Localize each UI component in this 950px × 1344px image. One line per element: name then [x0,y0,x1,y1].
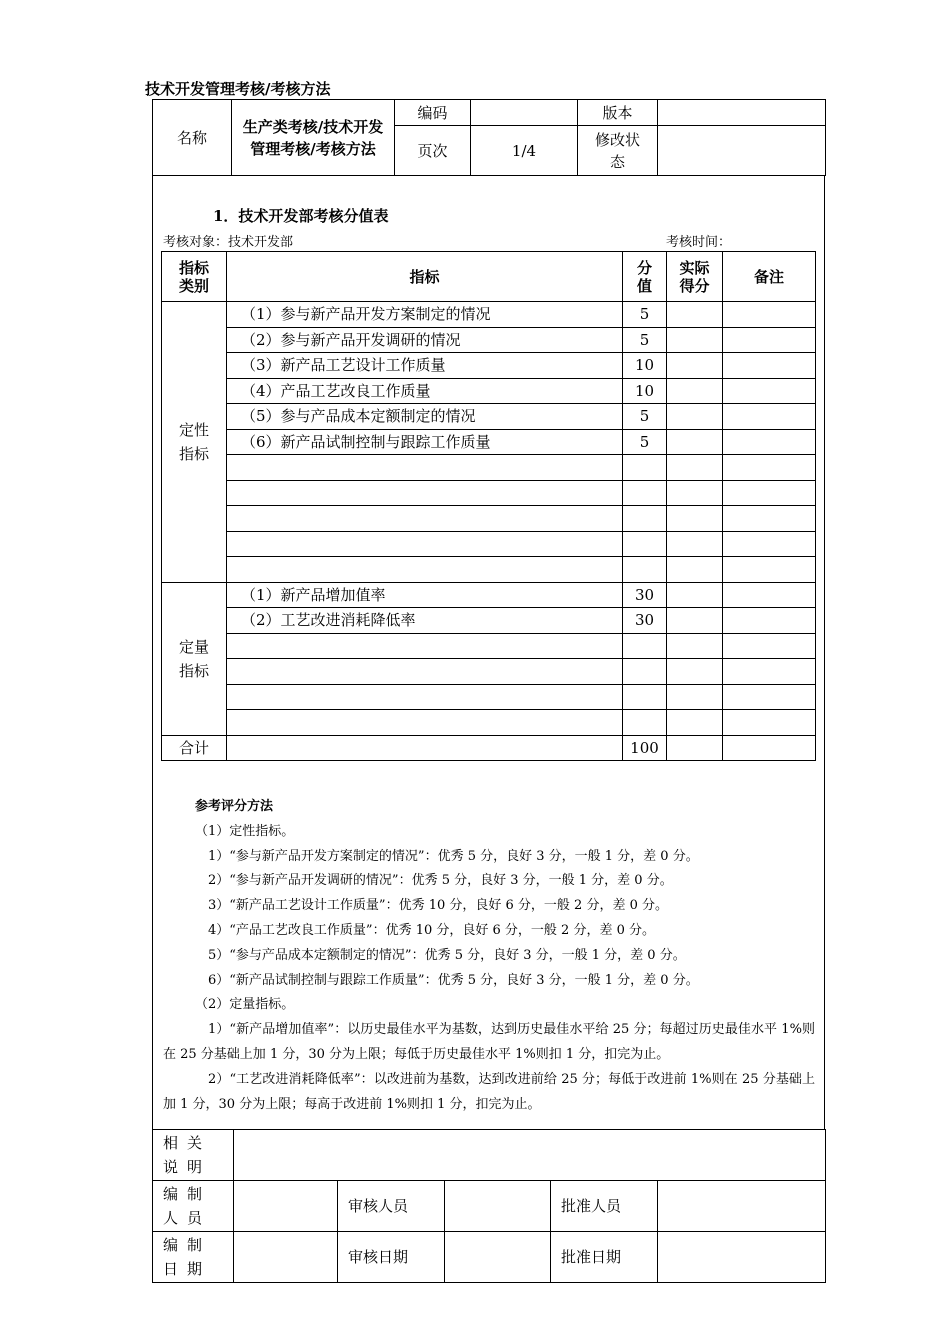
total-label: 合计 [162,735,227,761]
empty-row [162,506,816,532]
editor-label: 编制人员 [153,1181,234,1232]
indicator-score: 30 [623,582,667,608]
indicator-name: （2）参与新产品开发调研的情况 [227,327,623,353]
empty-row [162,710,816,736]
method-item: 4）“产品工艺改良工作质量”：优秀 10 分，良好 6 分，一般 2 分，差 0 分。 [208,922,655,938]
version-label: 版本 [578,100,658,126]
col-score: 分值 [623,252,667,302]
total-value: 100 [623,735,667,761]
reviewer-value[interactable] [445,1181,551,1232]
review-date-label: 审核日期 [338,1232,445,1283]
table-row [162,353,816,379]
table-row [162,404,816,430]
scoring-method [163,795,815,1117]
actual-score-cell[interactable] [667,404,723,430]
indicator-score: 5 [623,429,667,455]
header-table [152,99,826,176]
remark-cell[interactable] [723,353,816,379]
empty-row [162,480,816,506]
actual-score-cell[interactable] [667,327,723,353]
indicator-name: （3）新产品工艺设计工作质量 [227,353,623,379]
qualitative-category: 定性指标 [162,302,227,583]
method-title: 参考评分方法 [195,799,274,814]
method-item: 5）“参与产品成本定额制定的情况”：优秀 5 分，良好 3 分，一般 1 分，差 0 分。 [208,947,686,963]
indicator-score: 5 [623,404,667,430]
table-row [162,608,816,634]
method-paragraph: 1）“新产品增加值率”：以历史最佳水平为基数，达到历史最佳水平给 25 分；每超过历史最佳水平 1%则在 25 分基础上加 1 分，30 分为上限；每低于历史最佳水平 1%则扣 1 分，扣完为止。 [163,1022,815,1062]
qualitative-heading: （1）定性指标。 [195,823,295,839]
actual-score-cell[interactable] [667,608,723,634]
document-title: 技术开发管理考核/考核方法 [145,80,331,98]
empty-row [162,684,816,710]
name-label: 名称 [153,100,232,176]
actual-score-cell[interactable] [667,582,723,608]
revision-label: 修改状态 [578,126,658,176]
code-value [471,100,578,126]
indicator-score: 10 [623,378,667,404]
table-row [162,378,816,404]
actual-score-cell[interactable] [667,378,723,404]
page-value: 1/4 [471,126,578,176]
edit-date-label: 编制日期 [153,1232,234,1283]
related-value[interactable] [234,1130,826,1181]
table-header-row [162,252,816,302]
empty-row [162,557,816,583]
total-row [162,735,816,761]
remark-cell[interactable] [723,302,816,328]
col-remark: 备注 [723,252,816,302]
approver-value[interactable] [658,1181,826,1232]
indicator-name: （1）参与新产品开发方案制定的情况 [227,302,623,328]
remark-cell[interactable] [723,378,816,404]
indicator-score: 10 [623,353,667,379]
assessment-target: 考核对象：技术开发部 [163,235,294,250]
quantitative-heading: （2）定量指标。 [195,997,295,1013]
remark-cell[interactable] [723,327,816,353]
actual-score-cell[interactable] [667,429,723,455]
indicator-score: 5 [623,302,667,328]
remark-cell[interactable] [723,404,816,430]
indicator-score: 30 [623,608,667,634]
related-label: 相关说明 [153,1130,234,1181]
approver-label: 批准人员 [551,1181,658,1232]
score-table [161,251,816,761]
method-item: 1）“参与新产品开发方案制定的情况”：优秀 5 分，良好 3 分，一般 1 分，差 0 分。 [208,848,699,864]
method-item: 3）“新产品工艺设计工作质量”：优秀 10 分，良好 6 分，一般 2 分，差 0 分。 [208,898,668,914]
review-date-value[interactable] [445,1232,551,1283]
empty-row [162,455,816,481]
remark-cell[interactable] [723,429,816,455]
edit-date-value[interactable] [234,1232,338,1283]
quantitative-category: 定量指标 [162,582,227,735]
indicator-name: （6）新产品试制控制与跟踪工作质量 [227,429,623,455]
revision-value [658,126,826,176]
approve-date-label: 批准日期 [551,1232,658,1283]
footer-table [152,1129,826,1283]
actual-score-cell[interactable] [667,302,723,328]
remark-cell[interactable] [723,582,816,608]
section-title: 1．技术开发部考核分值表 [213,207,389,225]
actual-score-cell[interactable] [667,353,723,379]
table-row [162,327,816,353]
page-label: 页次 [395,126,471,176]
remark-cell[interactable] [723,608,816,634]
reviewer-label: 审核人员 [338,1181,445,1232]
approve-date-value[interactable] [658,1232,826,1283]
editor-value[interactable] [234,1181,338,1232]
table-row [162,582,816,608]
col-indicator: 指标 [227,252,623,302]
indicator-name: （5）参与产品成本定额制定的情况 [227,404,623,430]
table-row [162,302,816,328]
empty-row [162,659,816,685]
empty-row [162,531,816,557]
indicator-name: （4）产品工艺改良工作质量 [227,378,623,404]
table-row [162,429,816,455]
method-item: 6）“新产品试制控制与跟踪工作质量”：优秀 5 分，良好 3 分，一般 1 分，差 0 分。 [208,972,699,988]
indicator-name: （1）新产品增加值率 [227,582,623,608]
method-item: 2）“参与新产品开发调研的情况”：优秀 5 分，良好 3 分，一般 1 分，差 0 分。 [208,873,673,889]
indicator-name: （2）工艺改进消耗降低率 [227,608,623,634]
method-paragraph: 2）“工艺改进消耗降低率”：以改进前为基数，达到改进前给 25 分；每低于改进前 1%则在 25 分基础上加 1 分，30 分为上限；每高于改进前 1%则扣 1 分，扣完为止。 [163,1071,815,1112]
assessment-time: 考核时间： [666,235,732,250]
empty-row [162,633,816,659]
col-actual: 实际得分 [667,252,723,302]
indicator-score: 5 [623,327,667,353]
name-value: 生产类考核/技术开发管理考核/考核方法 [232,100,395,176]
col-category: 指标类别 [162,252,227,302]
version-value [658,100,826,126]
code-label: 编码 [395,100,471,126]
